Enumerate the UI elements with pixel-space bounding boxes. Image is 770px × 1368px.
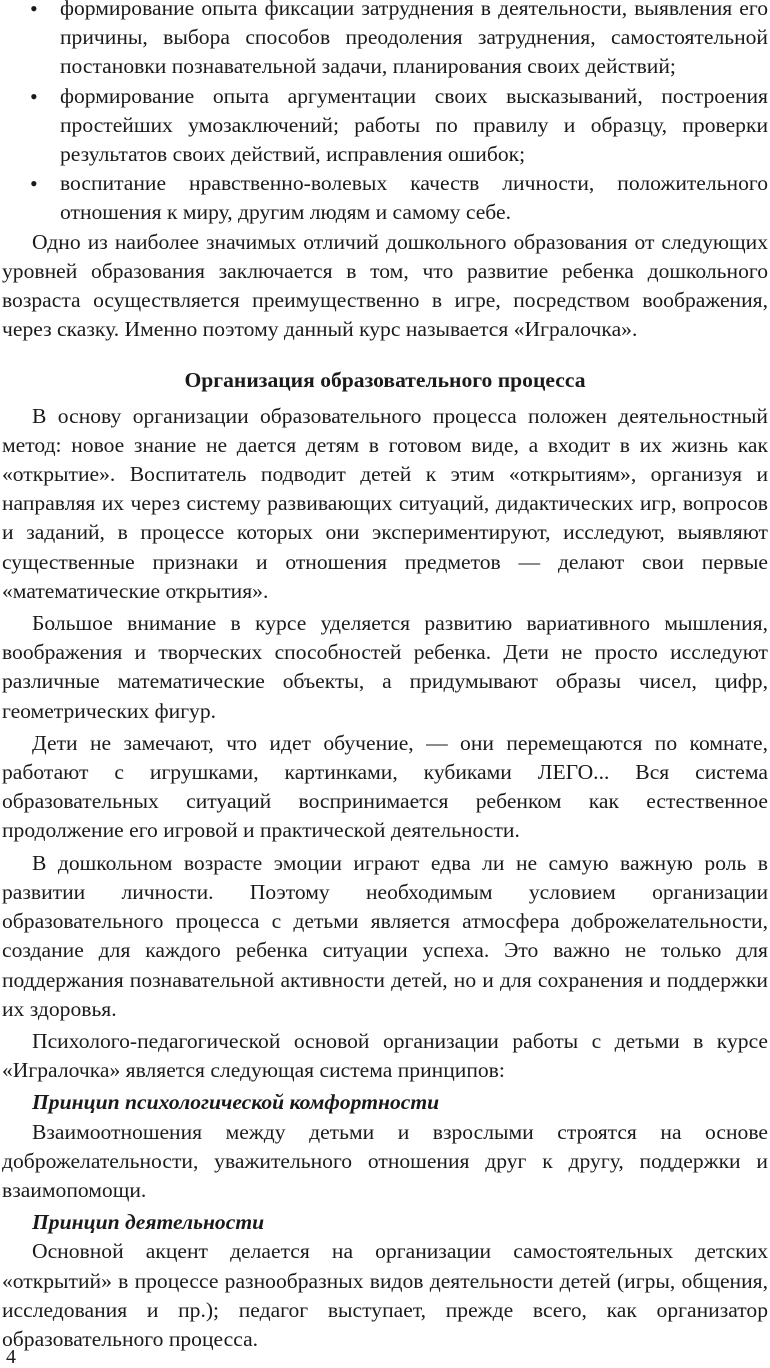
- body-paragraph: Психолого-педагогической основой организации работы с детьми в курсе «Игралочка» является следующая система принципов:: [2, 1028, 768, 1083]
- principle-heading: Принцип психологической комфортности: [32, 1090, 440, 1115]
- principle-paragraph: Основной акцент делается на организации самостоятельных детских «открытий» в процессе разнообразных видов деятельности детей (игры, общения, исследования и пр.); педагог выступает, прежде всего, как организатор образовательного процесса.: [2, 1239, 768, 1351]
- body-paragraph: В дошкольном возрасте эмоции играют едва ли не самую важную роль в развитии личности. Поэтому необходимым условием организации образовательного процесса с детьми является атмосфера доброжелательности, создание для каждого ребенка ситуации успеха. Это важно не только для поддержания познавательной активности детей, но и для сохранения и поддержки их здоровья.: [2, 850, 768, 1021]
- bullet-icon: •: [30, 0, 38, 21]
- principle-paragraph: Взаимоотношения между детьми и взрослыми строятся на основе доброжелательности, уважительного отношения друг к другу, поддержки и взаимопомощи.: [2, 1119, 768, 1202]
- bullet-text: формирование опыта аргументации своих высказываний, построения простейших умозаключений; работы по правилу и образцу, проверки результатов своих действий, исправления ошибок;: [60, 83, 768, 167]
- page-content: [2, 0, 768, 1354]
- page-number: 4: [6, 1346, 16, 1368]
- body-paragraph: Дети не замечают, что идет обучение, — они перемещаются по комнате, работают с игрушками, картинками, кубиками ЛЕГО... Вся система образовательных ситуаций воспринимается ребенком как естественное продолжение его игровой и практической деятельности.: [2, 730, 768, 843]
- bullet-text: формирование опыта фиксации затруднения в деятельности, выявления его причины, выбора способов преодоления затруднения, самостоятельной постановки познавательной задачи, планирования своих действий;: [60, 0, 768, 79]
- intro-paragraph: Одно из наиболее значимых отличий дошкольного образования от следующих уровней образования заключается в том, что развитие ребенка дошкольного возраста осуществляется преимущественно в игре, посредством воображения, через сказку. Именно поэтому данный курс называется «Игралочка».: [2, 229, 768, 342]
- bullet-icon: •: [30, 83, 38, 109]
- body-paragraph: Большое внимание в курсе уделяется развитию вариативного мышления, воображения и творческих способностей ребенка. Дети не просто исследуют различные математические объекты, а придумывают образы чисел, цифр, геометрических фигур.: [2, 611, 768, 723]
- bullet-item: [2, 169, 768, 227]
- section-heading: Организация образовательного процесса: [184, 368, 586, 393]
- bullet-item: [2, 82, 768, 170]
- body-paragraph: В основу организации образовательного процесса положен деятельностный метод: новое знание не дается детям в готовом виде, а входит в их жизнь как «открытие». Воспитатель подводит детей к этим «открытиям», организуя и направляя их через систему развивающих ситуаций, дидактических игр, вопросов и заданий, в процессе которых они экспериментируют, исследуют, выявляют существенные признаки и отношения предметов — делают свои первые «математические открытия».: [2, 403, 768, 603]
- bullet-icon: •: [30, 171, 38, 197]
- principle-heading: Принцип деятельности: [32, 1210, 265, 1235]
- bullet-item: [2, 0, 768, 82]
- bullet-text: воспитание нравственно-волевых качеств личности, положительного отношения к миру, другим людям и самому себе.: [60, 171, 768, 225]
- goals-bullet-list: [2, 0, 768, 228]
